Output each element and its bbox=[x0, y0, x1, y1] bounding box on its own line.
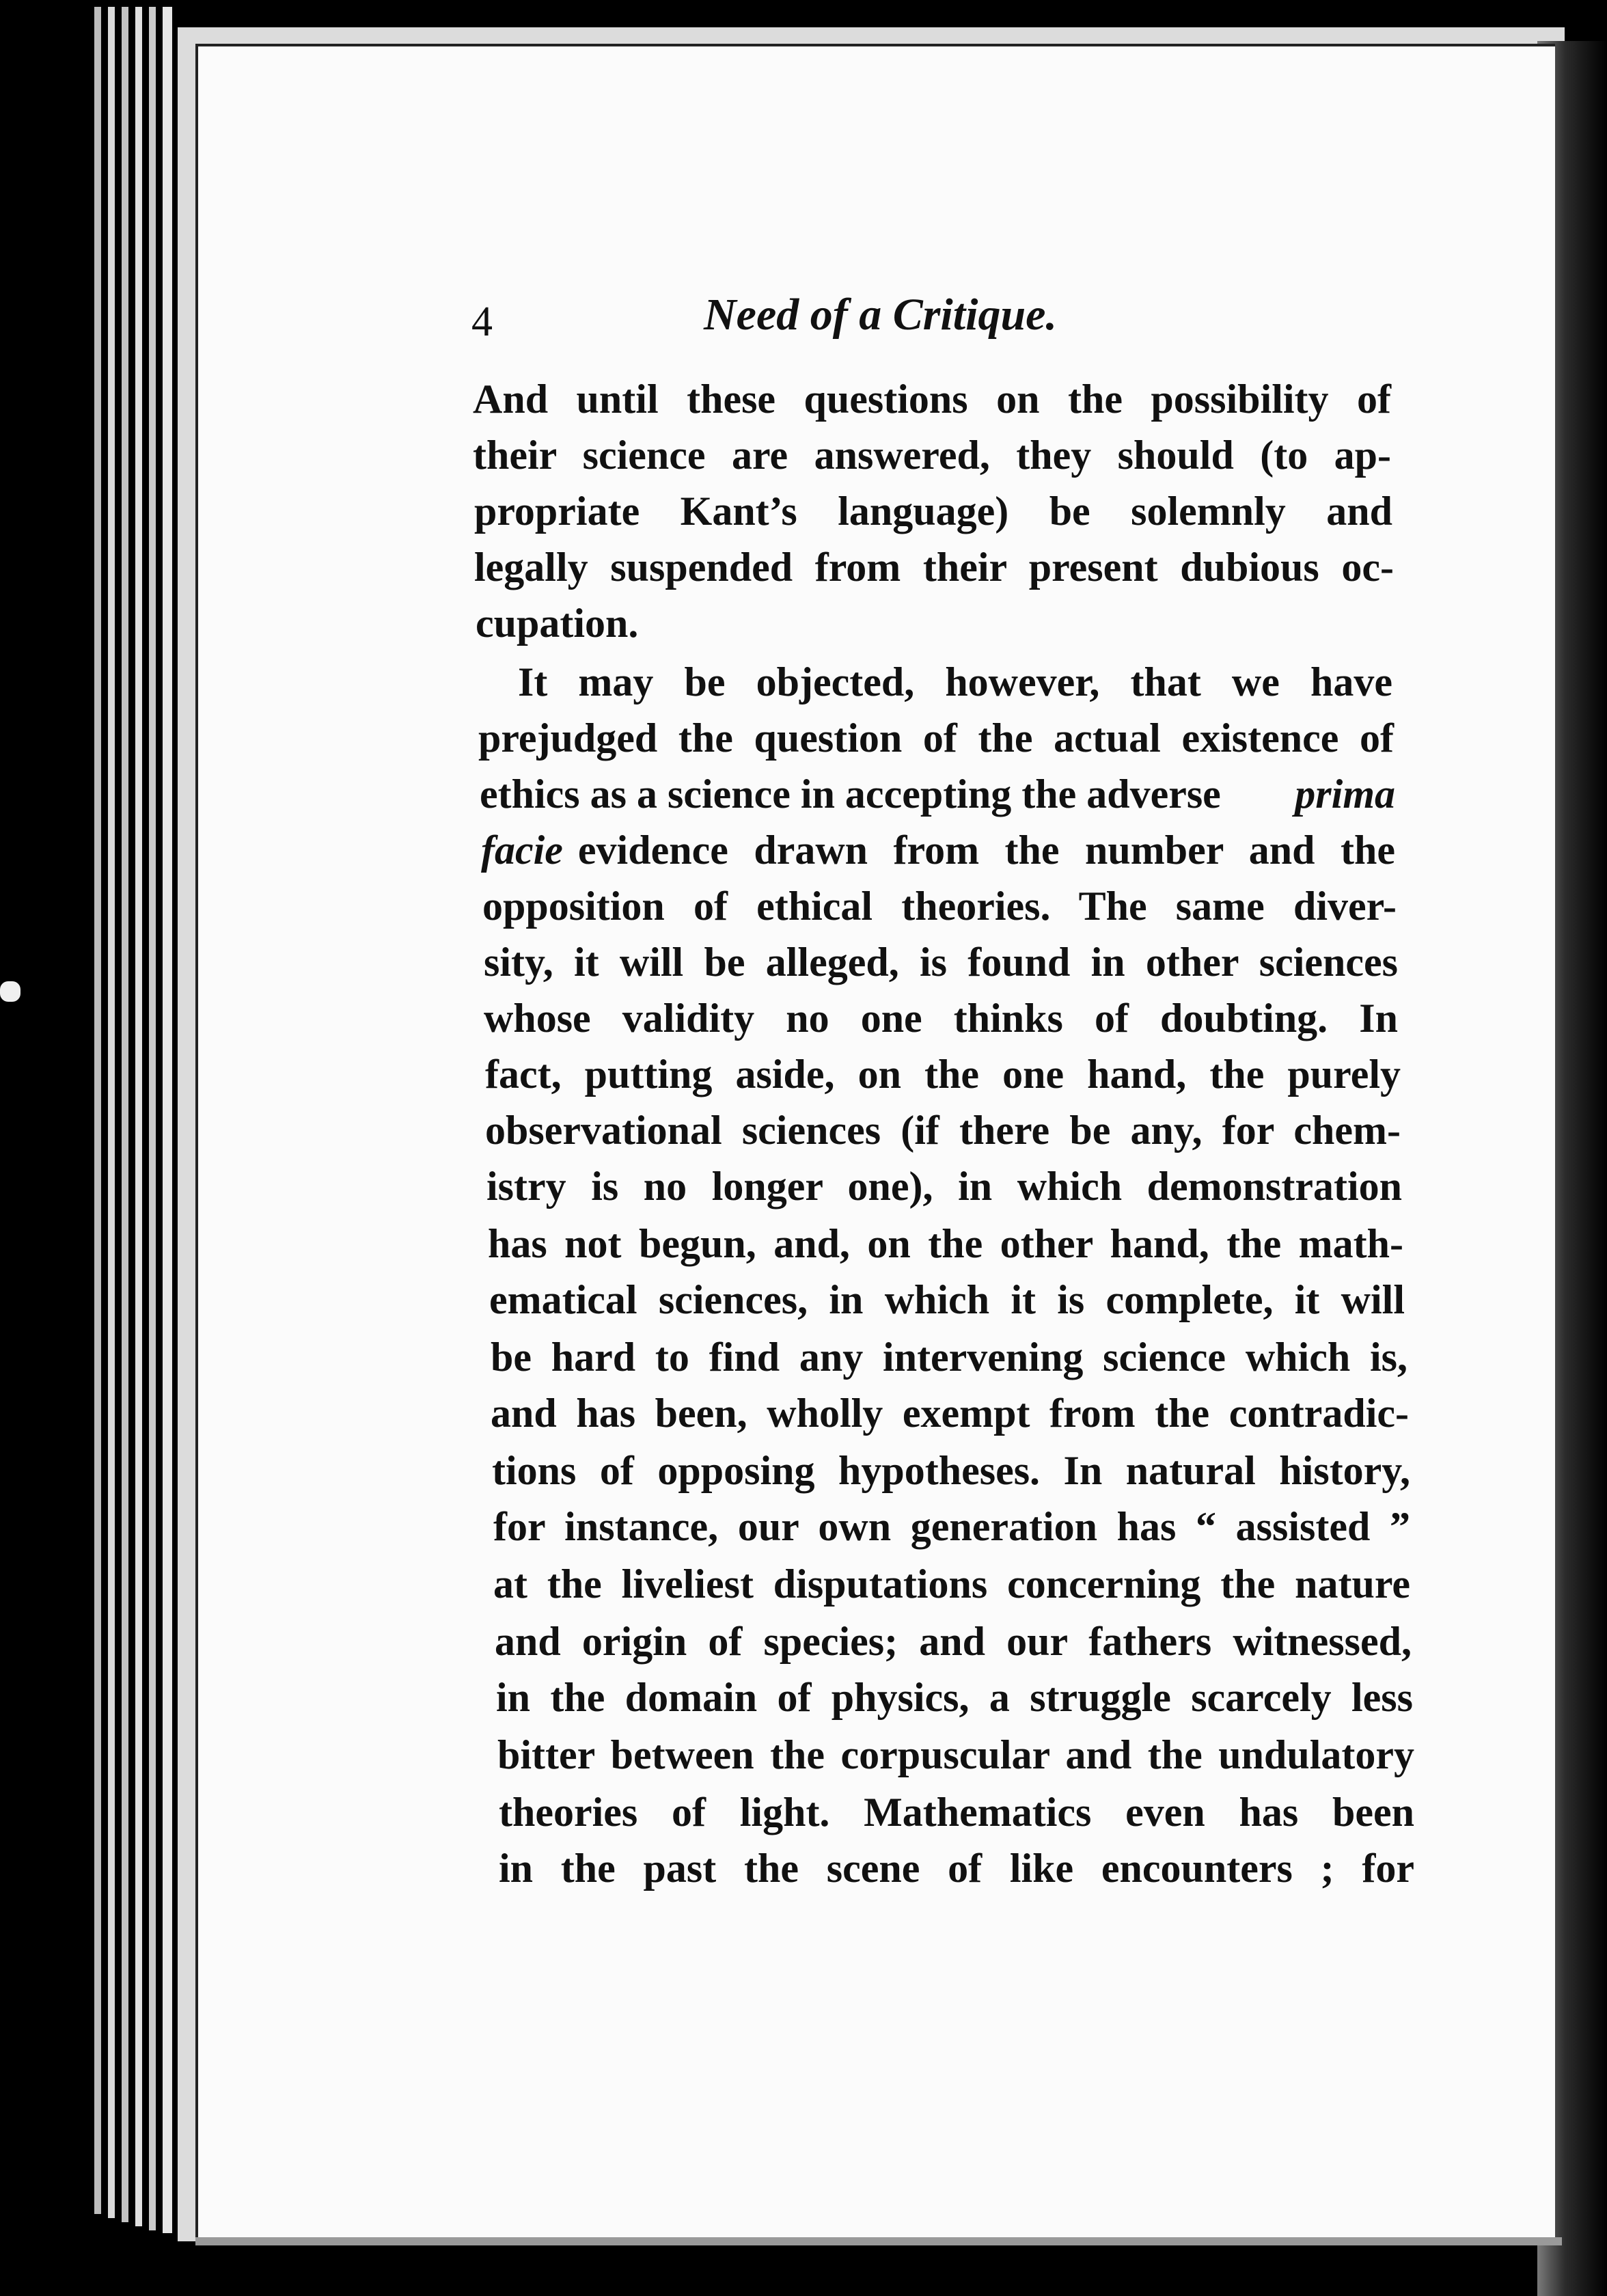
text-line: cupation. bbox=[476, 601, 639, 646]
text-segment: evidence drawn from the number and the bbox=[577, 828, 1395, 873]
text-line: theories of light. Mathematics even has been bbox=[499, 1790, 1414, 1835]
text-line: fact, putting aside, on the one hand, the purely bbox=[485, 1052, 1401, 1097]
text-line: tions of opposing hypotheses. In natural history, bbox=[492, 1448, 1410, 1493]
text-line: And until these questions on the possibility of bbox=[473, 377, 1391, 422]
text-line: legally suspended from their present dubious oc- bbox=[474, 545, 1394, 590]
text-line: and origin of species; and our fathers witnessed, bbox=[495, 1619, 1412, 1664]
text-line: for instance, our own generation has “ assisted ” bbox=[493, 1504, 1410, 1549]
text-line bbox=[481, 830, 1395, 871]
text-line: observational sciences (if there be any, for chem- bbox=[485, 1108, 1401, 1153]
text-line: at the liveliest disputations concerning the nature bbox=[493, 1561, 1410, 1607]
running-head: Need of a Critique. bbox=[704, 290, 1057, 340]
text-line: istry is no longer one), in which demonstration bbox=[486, 1164, 1402, 1209]
page-stack-edge bbox=[122, 7, 128, 2222]
page-bottom-edge bbox=[195, 2237, 1562, 2245]
page-stack-edge bbox=[149, 7, 156, 2230]
text-line: ematical sciences, in which it is complete, it will bbox=[489, 1277, 1405, 1322]
text-line: propriate Kant’s language) be solemnly and bbox=[474, 489, 1392, 534]
italic-latin-phrase: prima bbox=[1295, 771, 1395, 817]
scan-blot bbox=[0, 981, 20, 1002]
text-line: has not begun, and, on the other hand, the math- bbox=[488, 1221, 1403, 1266]
page-stack-edge bbox=[108, 7, 115, 2218]
page-stack-edge bbox=[94, 7, 101, 2214]
text-line: in the past the scene of like encounters ; for bbox=[499, 1846, 1414, 1891]
text-line: and has been, wholly exempt from the contradic- bbox=[491, 1391, 1409, 1436]
text-line: in the domain of physics, a struggle scarcely less bbox=[496, 1675, 1413, 1720]
text-line: whose validity no one thinks of doubting. In bbox=[484, 996, 1398, 1041]
text-line: opposition of ethical theories. The same diver- bbox=[482, 884, 1397, 929]
text-line: It may be objected, however, that we have bbox=[518, 659, 1392, 705]
page-number: 4 bbox=[471, 299, 493, 345]
text-line: their science are answered, they should (to ap- bbox=[473, 433, 1391, 478]
text-line: bitter between the corpuscular and the undulatory bbox=[497, 1732, 1414, 1777]
page-stack-edge bbox=[135, 7, 142, 2226]
page-stack-edge bbox=[163, 7, 172, 2233]
text-line bbox=[480, 771, 1395, 817]
text-segment: ethics as a science in accepting the adverse bbox=[480, 771, 1221, 817]
text-line: be hard to find any intervening science which is, bbox=[491, 1335, 1407, 1380]
italic-latin-phrase: facie bbox=[481, 828, 563, 873]
text-line: prejudged the question of the actual existence of bbox=[478, 715, 1394, 761]
text-line: sity, it will be alleged, is found in other sciences bbox=[484, 940, 1398, 985]
